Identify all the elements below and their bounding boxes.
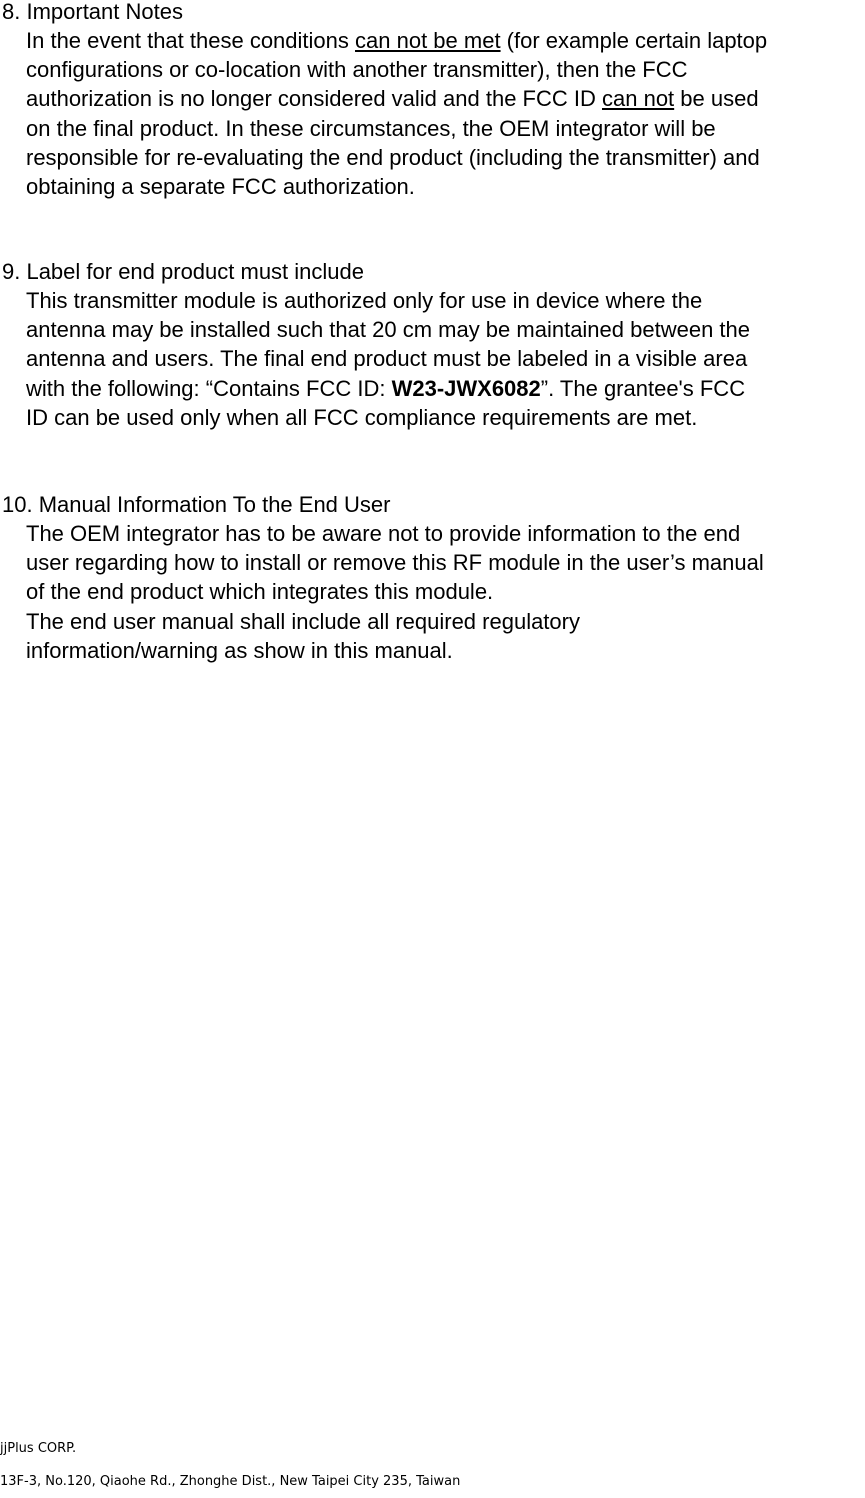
text-span: authorization is no longer considered valid and the FCC ID xyxy=(26,86,602,112)
underlined-text: can not xyxy=(602,86,675,112)
footer-address: 13F-3, No.120, Qiaohe Rd., Zhonghe Dist., New Taipei City 235, Taiwan xyxy=(0,1474,461,1489)
section-label-requirements xyxy=(0,257,865,432)
text-span: be used xyxy=(674,86,759,112)
section-body-10 xyxy=(0,519,839,665)
text-span: (for example certain laptop xyxy=(500,28,768,53)
underlined-text: can not be met xyxy=(355,28,501,53)
section-important-notes xyxy=(0,0,865,201)
text-span: In the event that these conditions xyxy=(26,28,356,53)
footer-company: jjPlus CORP. xyxy=(0,1441,77,1456)
text-line xyxy=(26,26,839,55)
section-heading-8: 8. Important Notes xyxy=(2,0,183,24)
page-footer xyxy=(0,1432,460,1498)
text-line: on the final product. In these circumstances, the OEM integrator will be xyxy=(26,115,716,141)
text-line: antenna and users. The final end product must be labeled in a visible area xyxy=(26,346,748,372)
text-line: ID can be used only when all FCC compliance requirements are met. xyxy=(26,404,698,430)
text-line: The end user manual shall include all required regulatory xyxy=(26,608,580,634)
text-line xyxy=(26,374,839,403)
section-heading-9: 9. Label for end product must include xyxy=(2,259,365,284)
text-span: with the following: “Contains FCC ID: xyxy=(26,375,392,401)
text-line: information/warning as show in this manual. xyxy=(26,637,453,663)
fcc-id-value: W23-JWX6082 xyxy=(391,375,541,401)
text-line: configurations or co-location with another transmitter), then the FCC xyxy=(26,57,688,83)
section-body-8 xyxy=(0,26,839,201)
section-heading-10: 10. Manual Information To the End User xyxy=(2,492,391,517)
text-line: obtaining a separate FCC authorization. xyxy=(26,174,415,200)
text-line: This transmitter module is authorized only for use in device where the xyxy=(26,288,703,313)
section-manual-information xyxy=(0,490,865,665)
text-span: ”. The grantee's FCC xyxy=(540,375,746,401)
section-body-9 xyxy=(0,286,839,432)
text-line: user regarding how to install or remove this RF module in the user’s manual xyxy=(26,550,764,576)
text-line: of the end product which integrates this module. xyxy=(26,579,494,605)
text-line: responsible for re-evaluating the end product (including the transmitter) and xyxy=(26,144,760,170)
text-line: The OEM integrator has to be aware not to provide information to the end xyxy=(26,521,741,546)
text-line: antenna may be installed such that 20 cm may be maintained between the xyxy=(26,317,751,343)
text-line xyxy=(26,84,839,113)
